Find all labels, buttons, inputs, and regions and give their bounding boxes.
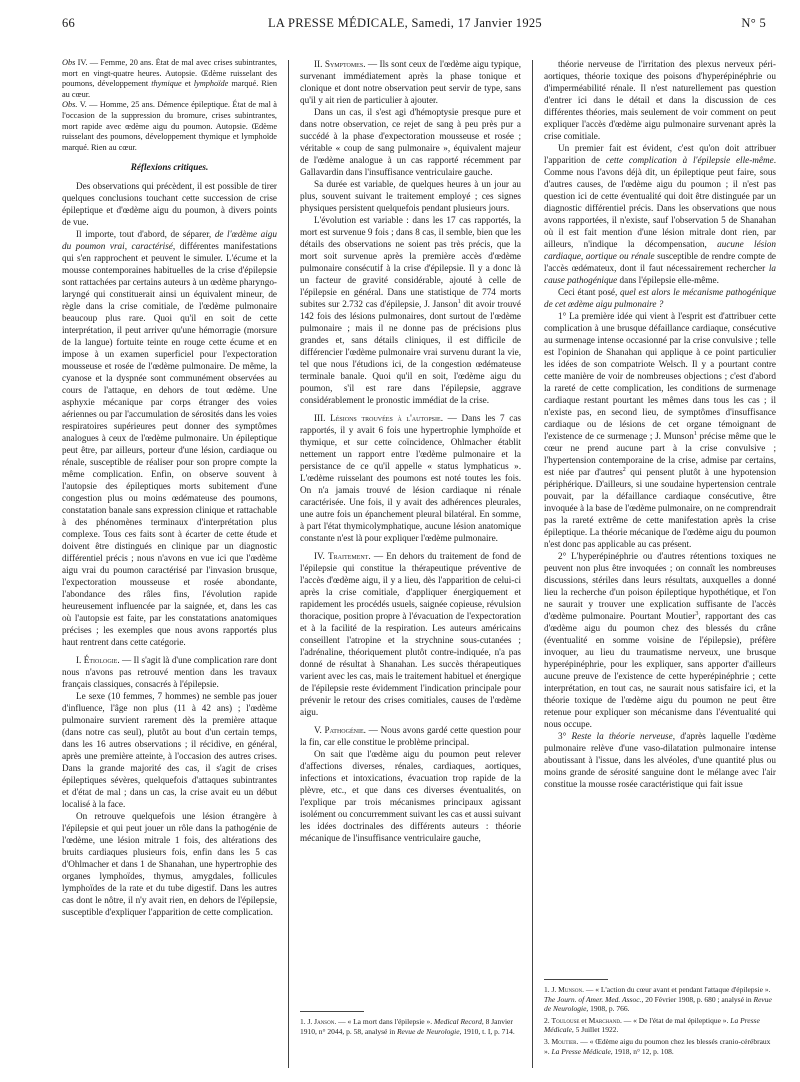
section-title-reflexions: Réflexions critiques. [130, 162, 209, 173]
footnote: 3. Moutier. — « Œdème aigu du poumon chez les blessés cranio-cérébraux ». La Presse Médicale, 1918, n° 12, p. 108. [544, 1036, 771, 1056]
paragraph: Le sexe (10 femmes, 7 hommes) ne semble pas jouer d'influence, l'âge non plus (11 à 42 ans) ; l'œdème pulmonaire survient rarement dès la première attaque (dans notre cas seul), plutôt au bout d'un certain temps, dans les 16 autres observations ; il récidive, en général, après une première atteinte, à l'occasion des autres crises. Dans la grande majorité des cas, il s'agit de crises épileptiques sévères, quelquefois d'attaques subintrantes et d'état de mal ; dans un cas, la crise avait eu un début localisé à la face. [62, 691, 277, 810]
section-lesions: III. Lésions trouvées à l'autopsie. — Dans les 7 cas rapportés, il y avait 6 fois une hypertrophie lymphoïde et thymique, et sur cette coïncidence, Ohlmacher établit nettement un rapport entre l'œdème pulmonaire et la persistance de ce qu'il appelle « status lymphaticus ». L'œdème ruisselant des poumons est noté toutes les fois. On n'a jamais trouvé de lésion cardiaque ni rénale caractérisée. Une fois, il y avait des adhérences pleurales, une autre fois un épanchement pleural bilatéral. En somme, à part l'état thymicolymphatique, aucune lésion anatomique constante n'est là pour expliquer l'œdème pulmonaire. [300, 413, 521, 543]
footnote-rule [544, 979, 608, 980]
footnotes-column-3 [544, 970, 776, 1058]
section-symptomes: II. Symptomes. — Ils sont ceux de l'œdème aigu typique, survenant immédiatement après la phase tonique et clonique et dont notre observation peut servir de type, sans qu'il y ait rien de particulier à ajouter. [300, 59, 521, 105]
footnote: 2. Toulouse et Marchand. — « De l'état de mal épileptique ». La Presse Médicale, 5 Juillet 1922. [544, 1015, 760, 1035]
column-2 [300, 58, 521, 1078]
paragraph: 1° La première idée qui vient à l'esprit est d'attribuer cette complication à une brusque défaillance cardiaque, consécutive au surmenage intense occasionné par la crise convulsive ; telle est l'opinion de Shanahan qui applique à ce point particulier les idées de son compatriote Welsch. Il y a pourtant contre cette manière de voir de nombreuses objections ; c'est d'abord la rareté de cette complication, les conditions de surmenage cardiaque restant pourtant les mêmes dans tous les cas ; il n'existe pas, en second lieu, de symptômes d'insuffisance cardiaque ou de lésions de cet organe témoignant de l'existence de ce surmenage ; J. Munson$^1$ précise même que le cœur ne prend aucune part à la crise convulsive ; l'hypertension contemporaine de la crise, admise par certains, est niée par d'autres$^2$ qui pensent plutôt à une hypotension périphérique. D'ailleurs, si une soudaine hypertension centrale pouvait, par la défaillance cardiaque consécutive, être invoquée à la base de l'œdème pulmonaire, on ne comprendrait pas la rareté extrême de cette manifestation après la crise épileptique. La théorie mécanique de l'œdème aigu du poumon n'est donc pas applicable au cas présent. [544, 311, 776, 549]
paragraph: On retrouve quelquefois une lésion étrangère à l'épilepsie et qui peut jouer un rôle dans la pathogénie de l'œdème, une lésion mitrale 1 fois, des altérations des bruits cardiaques plusieurs fois, enfin dans les 5 cas d'Ohlmacher et dans 1 de Shanahan, une hypertrophie des organes lymphoïdes, thymus, amygdales, follicules lymphoïdes de la rate et du tube digestif. Dans les autres cas dont le nôtre, il n'y avait rien, en dehors de l'épilepsie, susceptible d'expliquer l'apparition de cette complication. [62, 811, 277, 918]
paragraph: théorie nerveuse de l'irritation des plexus nerveux péri-aortiques, théorie toxique des poisons d'hyperépinéphrie ou d'imperméabilité rénale. Il n'est naturellement pas question d'entrer ici dans le détail et dans la discussion de ces différentes théories, mais seulement de voir comment on peut expliquer l'accès d'œdème aigu pulmonaire survenant après la crise comitiale. [544, 59, 776, 141]
paragraph: Il importe, tout d'abord, de séparer, de l'œdème aigu du poumon vrai, caractérisé, différentes manifestations qui s'en rapprochent et peuvent le simuler. L'écume et la mousse contemporaines habituelles de la crise d'épilepsie sont rattachées par certains auteurs à un œdème pharyngo-laryngé qui constituerait ainsi un équivalent mineur, de règle dans la crise comitiale, de l'œdème pulmonaire beaucoup plus rare. Quoi qu'il en soit de cette interprétation, il peut arriver qu'une hémorragie (morsure de la langue) fortuite teinte en rouge cette écume et en impose à un examen superficiel pour l'expectoration mousseuse et rosée de l'œdème pulmonaire. De même, la cyanose et la dyspnée sont communément observées au cours de l'attaque, en dehors de tout œdème. Une asphyxie mécanique par corps étranger des voies aériennes ou par l'accumulation de sérosités dans les voies respiratoires supérieures peut donner des symptômes analogues à ceux de l'œdème pulmonaire. Un épileptique peut être, par ailleurs, porteur d'une lésion, cardiaque ou rénale, susceptible de réaliser pour son propre compte la même complication. Enfin, on observe souvent à l'autopsie des épileptiques morts subitement d'une congestion plus ou moins œdémateuse des poumons, constatation banale sans expression clinique et rattachable à des phénomènes terminaux d'interprétation plus complexe. Tous ces faits sont à écarter de cette étude et doivent être distingués en clinique par un diagnostic différentiel précis ; nous n'avons en vue ici que l'œdème aigu vrai du poumon caractérisé par l'invasion brusque, l'expectoration mousseuse et rosée abondante, l'abondance des râles fins, l'évolution rapide heureusement influencée par la saignée, et, dans les cas où l'autopsie est faite, par les constatations anatomiques précises ; les exemples que nous avons rapportés plus haut rentrent dans cette catégorie. [62, 229, 277, 648]
footnote-rule [300, 1011, 364, 1012]
issue-number: N° 5 [741, 16, 766, 30]
paragraph: L'évolution est variable : dans les 17 cas rapportés, la mort est survenue 9 fois ; dans 8 cas, il semble, bien que les détails des observations ne soient pas très précis, que la mort soit survenue après la première accès d'œdème pulmonaire consécutif à la crise d'épilepsie. Il y a donc là un facteur de gravité considérable, ajouté à celle de l'épilepsie en général. Dans une statistique de 774 morts subites sur 2.732 cas d'épilepsie, J. Janson$^1$ dit avoir trouvé 142 fois des lésions pulmonaires, dont surtout de l'œdème pulmonaire ; mais il ne donne pas de précisions plus grandes et, sans détails cliniques, il est difficile de différencier l'œdème pulmonaire vrai survenu durant la vie, tel que nous l'étudions ici, de la congestion œdémateuse terminale banale. Quoi qu'il en soit, l'œdème aigu du poumon, s'il est rare dans l'épilepsie, aggrave considérablement le pronostic immédiat de la crise. [300, 215, 521, 405]
column-1 [62, 58, 277, 1078]
journal-title: LA PRESSE MÉDICALE, Samedi, 17 Janvier 1925 [267, 16, 542, 30]
paragraph: On sait que l'œdème aigu du poumon peut relever d'affections diverses, rénales, cardiaques, aortiques, infections et intoxications, évacuation trop rapide de la plèvre, etc., et que dans ces diverses éventualités, on l'explique par trois mécanismes principaux agissant isolément ou concurremment suivant les cas et aussi suivant les idées doctrinales des différents auteurs : théorie mécanique de l'insuffisance ventriculaire gauche, [300, 749, 521, 843]
footnote: 1. J. Janson. — « La mort dans l'épilepsie ». Medical Record, 8 Janvier 1910, n° 2044, p. 58, analysé in Revue de Neurologie, 1910, t. I, p. 714. [300, 1017, 515, 1036]
paragraph: 2° L'hyperépinéphrie ou d'autres rétentions toxiques ne peuvent non plus être invoquées ; on connaît les nombreuses discussions, stériles dans leurs résultats, auxquelles a donné lieu la recherche d'un poison épileptique hypothétique, et l'on ne saurait y trouver une explication suffisante de l'accès d'œdème pulmonaire. Pourtant Moutier$^3$, rapportant des cas d'œdème aigu du poumon chez des blessés du crâne (éventualité en somme voisine de l'épilepsie), préfère invoquer, au lieu du traumatisme nerveux, une brusque hyperépinéphrie, pour les expliquer, sans apporter d'ailleurs aucune preuve de l'existence de cette hyperépinéphrie ; cette interprétation, en tout cas, ne saurait nous satisfaire ici, et la théorie toxique de l'œdème aigu du poumon ne peut être retenue pour expliquer son mécanisme dans l'éventualité qui nous occupe. [544, 551, 776, 729]
observation-4: Obs IV. — Femme, 20 ans. État de mal avec crises subintrantes, mort en vingt-quatre heures. Autopsie. Œdème ruisselant des poumons, développement thymique et lymphoïde marqué. Rien au cœur. [62, 58, 277, 99]
page-number: 66 [62, 16, 76, 30]
column-3 [544, 58, 776, 1078]
footnotes-column-2 [300, 1002, 521, 1038]
text-columns [0, 58, 800, 1078]
paragraph: Des observations qui précèdent, il est possible de tirer quelques conclusions touchant cette succession de crise épileptique et d'œdème aigu du poumon, à divers points de vue. [62, 181, 277, 228]
paragraph: Dans un cas, il s'est agi d'hémoptysie presque pure et dans notre observation, ce rejet de sang à peu près pur a succédé à la phase d'expectoration mousseuse et rosée ; véritable « coup de sang pulmonaire », équivalent majeur de l'œdème analogue à un cas rapporté récemment par Gallavardin dans l'insuffisance ventriculaire gauche. [300, 107, 521, 177]
section-traitement: IV. Traitement. — En dehors du traitement de fond de l'épilepsie qui constitue la thérapeutique préventive de l'accès d'œdème aigu, il y a lieu, dès l'apparition de celui-ci après la crise comitiale, d'appliquer énergiquement et rapidement les procédés usuels, saignée copieuse, révulsion thoracique, position propre à l'évacuation de l'expectoration et à la facilité de la respiration. Les auteurs américains conseillent l'atropine et la strychnine sous-cutanées ; l'adrénaline, théoriquement plutôt contre-indiquée, n'a pas donné de résultat à Shanahan. Les succès thérapeutiques varient avec les cas, mais le traitement habituel et énergique de l'épilepsie reste évidemment l'indication principale pour prévenir le retour des crises comitiales, causes de l'œdème aigu. [300, 551, 521, 717]
paragraph: Sa durée est variable, de quelques heures à un jour au plus, souvent suivant le traitement employé ; ces signes physiques persistent quelquefois pendant plusieurs jours. [300, 179, 521, 213]
paragraph: Un premier fait est évident, c'est qu'on doit attribuer l'apparition de cette complication à l'épilepsie elle-même. Comme nous l'avons déjà dit, un épileptique peut faire, sous d'autres causes, de l'œdème aigu du poumon ; il n'est pas question ici de cette éventualité qui doit être distinguée par un diagnostic différentiel précis. Dans les observations que nous avons rapportées, il n'existe, sauf l'observation 5 de Shanahan où il est fait mention d'une lésion mitrale dont rien, par ailleurs, n'indique la décompensation, aucune lésion cardiaque, aortique ou rénale susceptible de rendre compte de l'accès œdémateux, dont il faut nécessairement rechercher la cause pathogénique dans l'épilepsie elle-même. [544, 143, 776, 285]
footnote: 1. J. Munson. — « L'action du cœur avant et pendant l'attaque d'épilepsie ». The Journ. of Amer. Med. Assoc., 20 Février 1908, p. 680 ; analysé in Revue de Neurologie, 1908, p. 766. [544, 985, 772, 1014]
paragraph: 3° Reste la théorie nerveuse, d'après laquelle l'œdème pulmonaire relève d'une vaso-dilatation pulmonaire intense aboutissant à l'issue, dans les alvéoles, d'une quantité plus ou moins grande de sérosité sanguine dont le mélange avec l'air constitue la mousse rosée caractéristique qui fait issue [544, 731, 776, 789]
section-pathogenie: V. Pathogénie. — Nous avons gardé cette question pour la fin, car elle constitue le problème principal. [300, 725, 521, 747]
running-header [44, 14, 766, 34]
paragraph: Ceci étant posé, quel est alors le mécanisme pathogénique de cet œdème aigu pulmonaire ? [544, 287, 776, 309]
section-etiologie: I. Étiologie. — Il s'agit là d'une complication rare dont nous n'avons pas retrouvé mention dans les travaux français classiques, consacrés à l'épilepsie. [62, 655, 277, 690]
observation-5: Obs. V. — Homme, 25 ans. Démence épileptique. État de mal à l'occasion de la suppression du bromure, crises subintrantes, mort rapide avec œdème aigu du poumon. Autopsie. Œdème ruisselant des poumons, développement thymique et lymphoïde marqué. Rien au cœur. [62, 100, 277, 152]
